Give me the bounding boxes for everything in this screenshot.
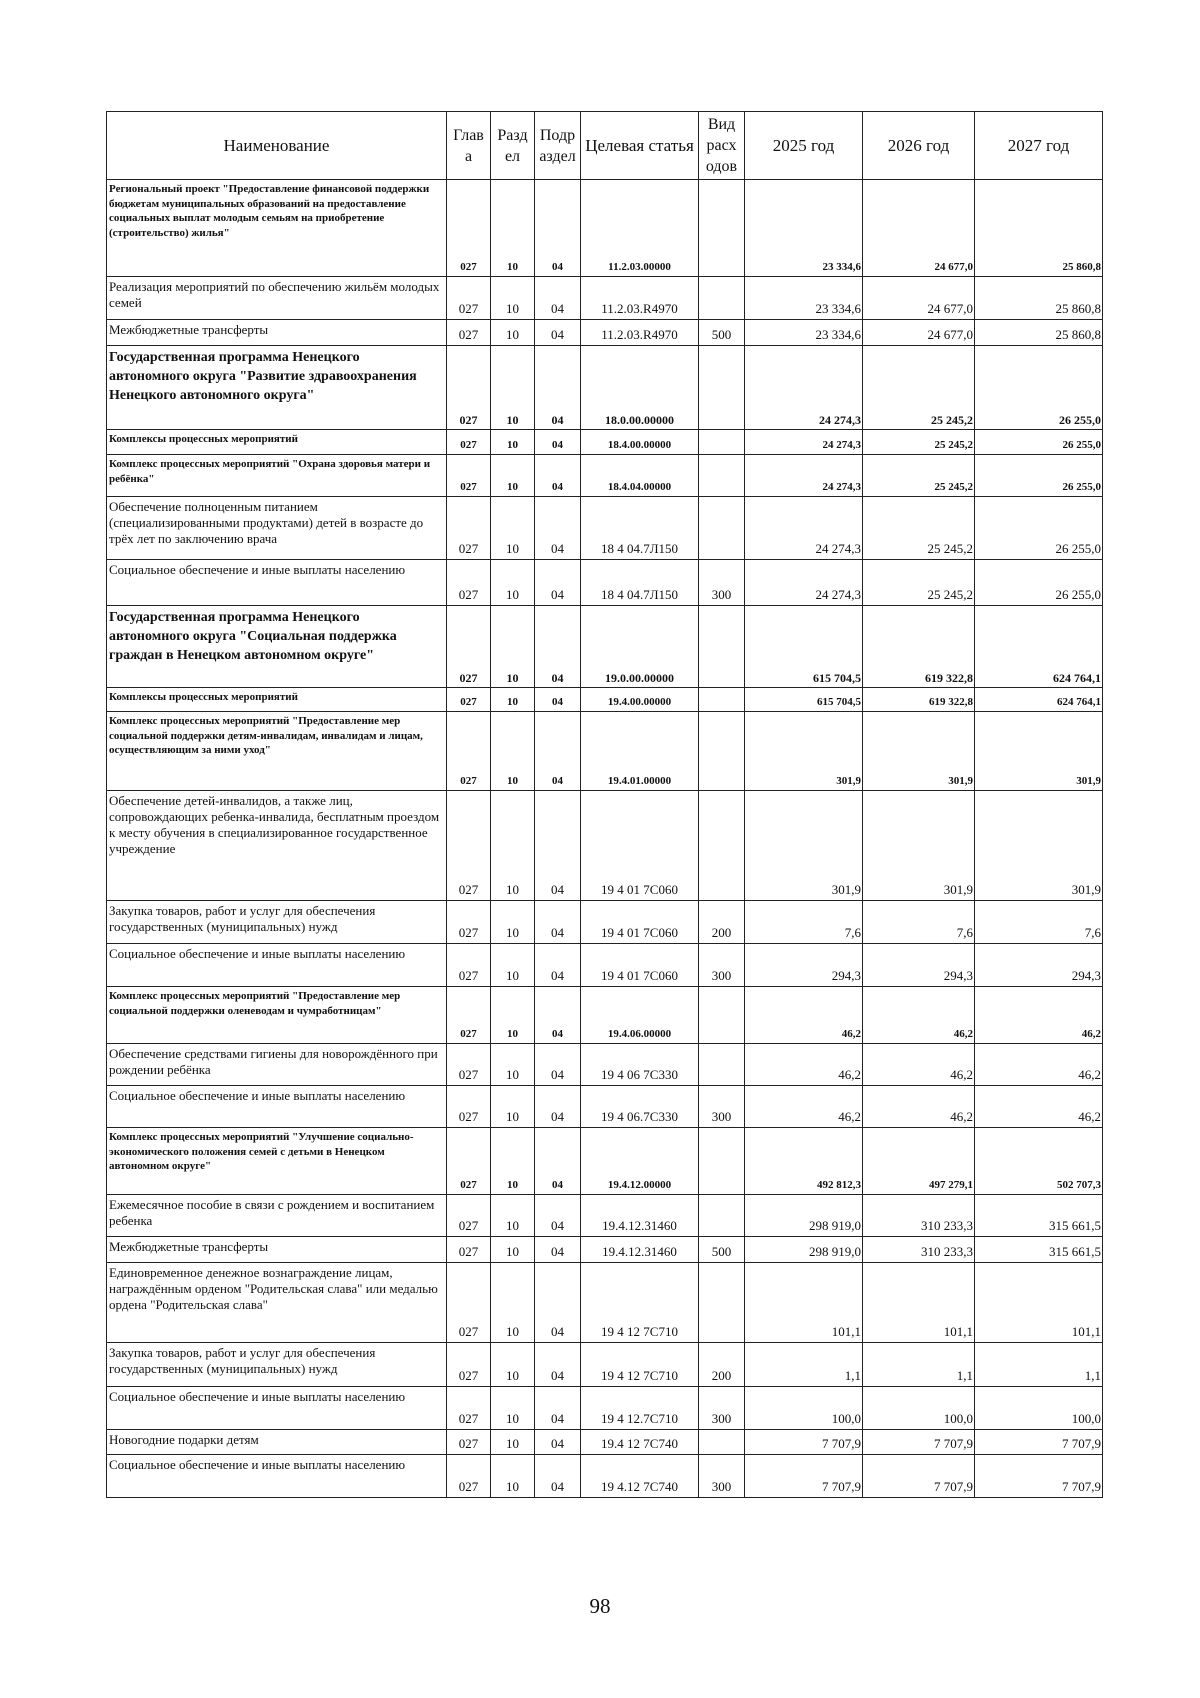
- cell-target-article: 19.4.12.00000: [581, 1128, 699, 1195]
- table-row: [107, 180, 1103, 277]
- table-header-row: [107, 112, 1103, 180]
- cell-expense-type: [699, 497, 745, 560]
- table-row: [107, 1086, 1103, 1128]
- table-row: [107, 1343, 1103, 1387]
- cell-2027: 25 860,8: [975, 277, 1103, 320]
- cell-razdel: 10: [491, 712, 535, 791]
- cell-glava: 027: [447, 944, 491, 987]
- cell-2026: 619 322,8: [863, 606, 975, 688]
- cell-podrazdel: 04: [535, 1237, 581, 1263]
- table-row: [107, 1195, 1103, 1237]
- cell-glava: 027: [447, 1128, 491, 1195]
- cell-2026: 25 245,2: [863, 346, 975, 430]
- cell-glava: 027: [447, 1343, 491, 1387]
- table-row: [107, 901, 1103, 944]
- cell-2025: 294,3: [745, 944, 863, 987]
- cell-razdel: 10: [491, 688, 535, 712]
- cell-podrazdel: 04: [535, 688, 581, 712]
- cell-target-article: 19 4 12 7С710: [581, 1263, 699, 1343]
- header-statya: Целевая статья: [581, 112, 699, 180]
- table-row: [107, 688, 1103, 712]
- cell-razdel: 10: [491, 1387, 535, 1430]
- cell-2027: 26 255,0: [975, 560, 1103, 606]
- cell-expense-type: 500: [699, 320, 745, 346]
- cell-name: Комплекс процессных мероприятий "Предоставление мер социальной поддержки детям-инвалидам, инвалидам и лицам, осуществляющим за ними уход": [107, 712, 447, 791]
- header-razdel: Разд ел: [491, 112, 535, 180]
- cell-2026: 46,2: [863, 987, 975, 1044]
- cell-glava: 027: [447, 1430, 491, 1455]
- cell-podrazdel: 04: [535, 791, 581, 901]
- cell-glava: 027: [447, 1263, 491, 1343]
- cell-podrazdel: 04: [535, 346, 581, 430]
- cell-2025: 492 812,3: [745, 1128, 863, 1195]
- cell-2025: 298 919,0: [745, 1237, 863, 1263]
- cell-2027: 25 860,8: [975, 180, 1103, 277]
- cell-podrazdel: 04: [535, 901, 581, 944]
- cell-name: Социальное обеспечение и иные выплаты населению: [107, 1455, 447, 1498]
- cell-target-article: 18 4 04.7Л150: [581, 560, 699, 606]
- cell-2027: 315 661,5: [975, 1195, 1103, 1237]
- cell-razdel: 10: [491, 987, 535, 1044]
- cell-target-article: 19 4 01 7С060: [581, 944, 699, 987]
- cell-name: Комплекс процессных мероприятий "Охрана здоровья матери и ребёнка": [107, 455, 447, 497]
- cell-glava: 027: [447, 1455, 491, 1498]
- cell-razdel: 10: [491, 320, 535, 346]
- cell-expense-type: [699, 277, 745, 320]
- cell-expense-type: 300: [699, 560, 745, 606]
- cell-glava: 027: [447, 606, 491, 688]
- header-2026: 2026 год: [863, 112, 975, 180]
- cell-2027: 100,0: [975, 1387, 1103, 1430]
- cell-target-article: 18 4 04.7Л150: [581, 497, 699, 560]
- cell-expense-type: 500: [699, 1237, 745, 1263]
- cell-2027: 46,2: [975, 1086, 1103, 1128]
- cell-target-article: 11.2.03.R4970: [581, 277, 699, 320]
- cell-2026: 7,6: [863, 901, 975, 944]
- cell-2026: 46,2: [863, 1086, 975, 1128]
- cell-2027: 101,1: [975, 1263, 1103, 1343]
- cell-2027: 25 860,8: [975, 320, 1103, 346]
- cell-expense-type: [699, 688, 745, 712]
- cell-2026: 46,2: [863, 1044, 975, 1086]
- cell-glava: 027: [447, 1044, 491, 1086]
- cell-2027: 26 255,0: [975, 430, 1103, 455]
- cell-name: Социальное обеспечение и иные выплаты населению: [107, 1086, 447, 1128]
- table-row: [107, 606, 1103, 688]
- cell-name: Государственная программа Ненецкого автономного округа "Социальная поддержка граждан в Ненецком автономном округе": [107, 606, 447, 688]
- cell-razdel: 10: [491, 560, 535, 606]
- cell-target-article: 19.4 12 7С740: [581, 1430, 699, 1455]
- budget-table-container: [106, 111, 1102, 1498]
- table-row: [107, 1263, 1103, 1343]
- table-row: [107, 1237, 1103, 1263]
- cell-2025: 100,0: [745, 1387, 863, 1430]
- page-number: 98: [589, 1594, 611, 1618]
- cell-razdel: 10: [491, 1086, 535, 1128]
- cell-expense-type: 200: [699, 1343, 745, 1387]
- cell-expense-type: [699, 1044, 745, 1086]
- cell-glava: 027: [447, 1086, 491, 1128]
- cell-glava: 027: [447, 277, 491, 320]
- table-row: [107, 560, 1103, 606]
- cell-expense-type: 300: [699, 1387, 745, 1430]
- cell-razdel: 10: [491, 455, 535, 497]
- cell-2025: 23 334,6: [745, 180, 863, 277]
- table-row: [107, 497, 1103, 560]
- cell-name: Реализация мероприятий по обеспечению жильём молодых семей: [107, 277, 447, 320]
- cell-expense-type: [699, 346, 745, 430]
- cell-2025: 7 707,9: [745, 1430, 863, 1455]
- cell-glava: 027: [447, 791, 491, 901]
- cell-podrazdel: 04: [535, 1387, 581, 1430]
- cell-2025: 301,9: [745, 791, 863, 901]
- cell-podrazdel: 04: [535, 180, 581, 277]
- cell-expense-type: 200: [699, 901, 745, 944]
- cell-2026: 301,9: [863, 712, 975, 791]
- cell-target-article: 19 4 12 7С710: [581, 1343, 699, 1387]
- cell-target-article: 19.4.00.00000: [581, 688, 699, 712]
- cell-razdel: 10: [491, 1430, 535, 1455]
- cell-glava: 027: [447, 560, 491, 606]
- cell-podrazdel: 04: [535, 1455, 581, 1498]
- cell-target-article: 19.4.06.00000: [581, 987, 699, 1044]
- cell-target-article: 18.4.04.00000: [581, 455, 699, 497]
- cell-name: Обеспечение детей-инвалидов, а также лиц, сопровождающих ребенка-инвалида, бесплатным проездом к месту обучения в специализированное государственное учреждение: [107, 791, 447, 901]
- cell-target-article: 19.4.01.00000: [581, 712, 699, 791]
- header-glava: Глав а: [447, 112, 491, 180]
- cell-2027: 502 707,3: [975, 1128, 1103, 1195]
- cell-podrazdel: 04: [535, 606, 581, 688]
- cell-name: Комплекс процессных мероприятий "Предоставление мер социальной поддержки оленеводам и чумработницам": [107, 987, 447, 1044]
- cell-target-article: 11.2.03.R4970: [581, 320, 699, 346]
- cell-glava: 027: [447, 1195, 491, 1237]
- cell-podrazdel: 04: [535, 1086, 581, 1128]
- cell-name: Комплексы процессных мероприятий: [107, 688, 447, 712]
- cell-2025: 24 274,3: [745, 560, 863, 606]
- header-vid: Вид расх одов: [699, 112, 745, 180]
- cell-podrazdel: 04: [535, 560, 581, 606]
- cell-2027: 624 764,1: [975, 606, 1103, 688]
- cell-name: Обеспечение средствами гигиены для новорождённого при рождении ребёнка: [107, 1044, 447, 1086]
- cell-name: Комплекс процессных мероприятий "Улучшение социально-экономического положения семей с детьми в Ненецком автономном округе": [107, 1128, 447, 1195]
- cell-2027: 301,9: [975, 712, 1103, 791]
- cell-2025: 24 274,3: [745, 455, 863, 497]
- cell-2026: 25 245,2: [863, 497, 975, 560]
- cell-expense-type: 300: [699, 1455, 745, 1498]
- header-podrazdel: Подр аздел: [535, 112, 581, 180]
- cell-2025: 301,9: [745, 712, 863, 791]
- cell-razdel: 10: [491, 1195, 535, 1237]
- cell-2025: 23 334,6: [745, 277, 863, 320]
- cell-name: Региональный проект "Предоставление финансовой поддержки бюджетам муниципальных образований на предоставление социальных выплат молодым семьям на приобретение (строительство) жилья": [107, 180, 447, 277]
- cell-target-article: 19 4 06.7С330: [581, 1086, 699, 1128]
- cell-target-article: 19.4.12.31460: [581, 1237, 699, 1263]
- cell-expense-type: [699, 606, 745, 688]
- cell-2025: 46,2: [745, 987, 863, 1044]
- cell-name: Государственная программа Ненецкого автономного округа "Развитие здравоохранения Ненецкого автономного округа": [107, 346, 447, 430]
- cell-podrazdel: 04: [535, 277, 581, 320]
- cell-expense-type: [699, 1195, 745, 1237]
- cell-target-article: 19 4 12.7С710: [581, 1387, 699, 1430]
- cell-razdel: 10: [491, 346, 535, 430]
- budget-table: [106, 111, 1103, 1498]
- cell-2025: 23 334,6: [745, 320, 863, 346]
- table-row: [107, 1387, 1103, 1430]
- cell-razdel: 10: [491, 791, 535, 901]
- cell-2027: 26 255,0: [975, 497, 1103, 560]
- cell-podrazdel: 04: [535, 1430, 581, 1455]
- cell-name: Социальное обеспечение и иные выплаты населению: [107, 1387, 447, 1430]
- cell-2026: 25 245,2: [863, 455, 975, 497]
- cell-target-article: 19.0.00.00000: [581, 606, 699, 688]
- cell-podrazdel: 04: [535, 320, 581, 346]
- cell-podrazdel: 04: [535, 944, 581, 987]
- cell-razdel: 10: [491, 944, 535, 987]
- cell-podrazdel: 04: [535, 1195, 581, 1237]
- cell-target-article: 19 4 01 7С060: [581, 791, 699, 901]
- cell-2027: 26 255,0: [975, 346, 1103, 430]
- cell-target-article: 19 4.12 7С740: [581, 1455, 699, 1498]
- cell-podrazdel: 04: [535, 1263, 581, 1343]
- table-row: [107, 944, 1103, 987]
- cell-2027: 294,3: [975, 944, 1103, 987]
- cell-2025: 24 274,3: [745, 430, 863, 455]
- cell-2025: 46,2: [745, 1086, 863, 1128]
- header-2025: 2025 год: [745, 112, 863, 180]
- cell-2025: 7 707,9: [745, 1455, 863, 1498]
- table-row: [107, 430, 1103, 455]
- cell-target-article: 19.4.12.31460: [581, 1195, 699, 1237]
- cell-2025: 298 919,0: [745, 1195, 863, 1237]
- cell-name: Ежемесячное пособие в связи с рождением и воспитанием ребенка: [107, 1195, 447, 1237]
- cell-razdel: 10: [491, 901, 535, 944]
- table-row: [107, 455, 1103, 497]
- cell-2026: 1,1: [863, 1343, 975, 1387]
- cell-podrazdel: 04: [535, 1128, 581, 1195]
- cell-2026: 24 677,0: [863, 320, 975, 346]
- cell-2025: 1,1: [745, 1343, 863, 1387]
- cell-razdel: 10: [491, 606, 535, 688]
- cell-2026: 25 245,2: [863, 560, 975, 606]
- cell-target-article: 19 4 01 7С060: [581, 901, 699, 944]
- cell-glava: 027: [447, 712, 491, 791]
- cell-razdel: 10: [491, 1237, 535, 1263]
- cell-2026: 497 279,1: [863, 1128, 975, 1195]
- cell-razdel: 10: [491, 1455, 535, 1498]
- cell-razdel: 10: [491, 1044, 535, 1086]
- cell-2027: 1,1: [975, 1343, 1103, 1387]
- cell-glava: 027: [447, 320, 491, 346]
- cell-expense-type: [699, 455, 745, 497]
- cell-2026: 301,9: [863, 791, 975, 901]
- cell-razdel: 10: [491, 1263, 535, 1343]
- table-row: [107, 1128, 1103, 1195]
- cell-expense-type: [699, 791, 745, 901]
- cell-2026: 310 233,3: [863, 1237, 975, 1263]
- cell-2025: 615 704,5: [745, 606, 863, 688]
- table-row: [107, 791, 1103, 901]
- cell-target-article: 18.4.00.00000: [581, 430, 699, 455]
- cell-expense-type: [699, 180, 745, 277]
- cell-podrazdel: 04: [535, 430, 581, 455]
- cell-glava: 027: [447, 455, 491, 497]
- cell-name: Межбюджетные трансферты: [107, 320, 447, 346]
- cell-expense-type: [699, 430, 745, 455]
- cell-podrazdel: 04: [535, 1044, 581, 1086]
- table-row: [107, 987, 1103, 1044]
- cell-expense-type: [699, 712, 745, 791]
- cell-name: Социальное обеспечение и иные выплаты населению: [107, 560, 447, 606]
- cell-expense-type: [699, 1128, 745, 1195]
- cell-expense-type: 300: [699, 1086, 745, 1128]
- cell-2027: 46,2: [975, 987, 1103, 1044]
- table-body: [107, 180, 1103, 1498]
- cell-razdel: 10: [491, 430, 535, 455]
- cell-expense-type: [699, 1430, 745, 1455]
- cell-razdel: 10: [491, 1343, 535, 1387]
- cell-2027: 301,9: [975, 791, 1103, 901]
- cell-podrazdel: 04: [535, 987, 581, 1044]
- cell-2025: 615 704,5: [745, 688, 863, 712]
- cell-2026: 25 245,2: [863, 430, 975, 455]
- table-row: [107, 712, 1103, 791]
- cell-glava: 027: [447, 1237, 491, 1263]
- cell-podrazdel: 04: [535, 1343, 581, 1387]
- cell-name: Единовременное денежное вознаграждение лицам, награждённым орденом "Родительская слава" или медалью ордена "Родительская слава": [107, 1263, 447, 1343]
- cell-glava: 027: [447, 688, 491, 712]
- cell-2027: 624 764,1: [975, 688, 1103, 712]
- cell-name: Комплексы процессных мероприятий: [107, 430, 447, 455]
- cell-expense-type: [699, 1263, 745, 1343]
- header-2027: 2027 год: [975, 112, 1103, 180]
- cell-name: Обеспечение полноценным питанием (специализированными продуктами) детей в возрасте до трёх лет по заключению врача: [107, 497, 447, 560]
- cell-name: Закупка товаров, работ и услуг для обеспечения государственных (муниципальных) нужд: [107, 1343, 447, 1387]
- cell-2027: 7 707,9: [975, 1455, 1103, 1498]
- cell-2026: 619 322,8: [863, 688, 975, 712]
- cell-2025: 7,6: [745, 901, 863, 944]
- cell-2027: 7 707,9: [975, 1430, 1103, 1455]
- cell-2025: 46,2: [745, 1044, 863, 1086]
- table-row: [107, 346, 1103, 430]
- cell-glava: 027: [447, 901, 491, 944]
- cell-name: Межбюджетные трансферты: [107, 1237, 447, 1263]
- cell-2026: 310 233,3: [863, 1195, 975, 1237]
- cell-glava: 027: [447, 987, 491, 1044]
- cell-razdel: 10: [491, 1128, 535, 1195]
- cell-2025: 24 274,3: [745, 497, 863, 560]
- cell-2027: 46,2: [975, 1044, 1103, 1086]
- cell-2025: 24 274,3: [745, 346, 863, 430]
- cell-razdel: 10: [491, 277, 535, 320]
- cell-glava: 027: [447, 497, 491, 560]
- table-row: [107, 1430, 1103, 1455]
- cell-2026: 7 707,9: [863, 1455, 975, 1498]
- cell-target-article: 11.2.03.00000: [581, 180, 699, 277]
- cell-razdel: 10: [491, 497, 535, 560]
- cell-2027: 26 255,0: [975, 455, 1103, 497]
- cell-name: Закупка товаров, работ и услуг для обеспечения государственных (муниципальных) нужд: [107, 901, 447, 944]
- cell-2026: 7 707,9: [863, 1430, 975, 1455]
- cell-podrazdel: 04: [535, 497, 581, 560]
- cell-expense-type: [699, 987, 745, 1044]
- cell-name: Социальное обеспечение и иные выплаты населению: [107, 944, 447, 987]
- cell-razdel: 10: [491, 180, 535, 277]
- cell-2026: 101,1: [863, 1263, 975, 1343]
- table-row: [107, 320, 1103, 346]
- table-row: [107, 1455, 1103, 1498]
- header-name: Наименование: [107, 112, 447, 180]
- cell-podrazdel: 04: [535, 712, 581, 791]
- cell-2027: 7,6: [975, 901, 1103, 944]
- cell-2026: 100,0: [863, 1387, 975, 1430]
- cell-2026: 24 677,0: [863, 277, 975, 320]
- cell-target-article: 18.0.00.00000: [581, 346, 699, 430]
- cell-2025: 101,1: [745, 1263, 863, 1343]
- cell-expense-type: 300: [699, 944, 745, 987]
- table-row: [107, 277, 1103, 320]
- cell-2026: 294,3: [863, 944, 975, 987]
- cell-name: Новогодние подарки детям: [107, 1430, 447, 1455]
- cell-glava: 027: [447, 180, 491, 277]
- cell-glava: 027: [447, 430, 491, 455]
- cell-target-article: 19 4 06 7С330: [581, 1044, 699, 1086]
- table-row: [107, 1044, 1103, 1086]
- cell-2026: 24 677,0: [863, 180, 975, 277]
- cell-glava: 027: [447, 1387, 491, 1430]
- cell-2027: 315 661,5: [975, 1237, 1103, 1263]
- cell-glava: 027: [447, 346, 491, 430]
- cell-podrazdel: 04: [535, 455, 581, 497]
